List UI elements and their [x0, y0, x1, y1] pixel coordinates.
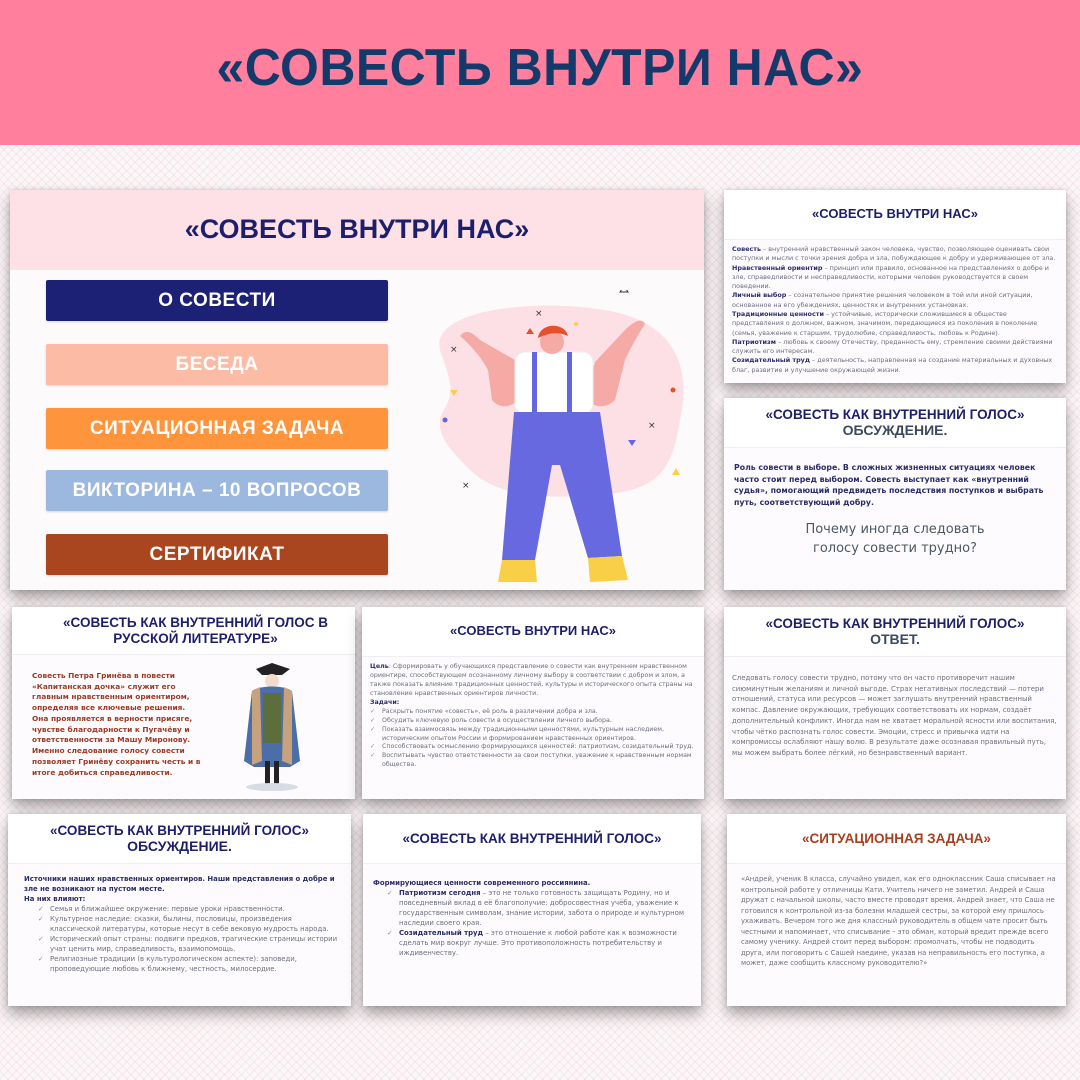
discussion-title-band	[724, 398, 1066, 448]
glossary-term: Совесть – внутренний нравственный закон человека, чувство, позволяющее оценивать свои поступки и мысли с точки зрения добра и зла, побуждающее к добру и удерживающее от зла.	[732, 245, 1056, 263]
glossary-title: «СОВЕСТЬ ВНУТРИ НАС»	[812, 206, 978, 222]
glossary-title-band	[724, 190, 1066, 240]
answer-title: «СОВЕСТЬ КАК ВНУТРЕННИЙ ГОЛОС»	[765, 615, 1025, 631]
literature-slide	[12, 607, 355, 799]
sources-subtitle: ОБСУЖДЕНИЕ.	[127, 838, 232, 855]
menu-button-sertifikat[interactable]: СЕРТИФИКАТ	[46, 534, 388, 575]
values-title: «СОВЕСТЬ КАК ВНУТРЕННИЙ ГОЛОС»	[402, 830, 662, 846]
answer-body	[724, 657, 1066, 799]
answer-text: Следовать голосу совести трудно, потому что он часто противоречит нашим сиюминутным желаниям и личной выгоде. Страх негативных последствий — потери отношений, статуса или ресурсов — может заглушать внутренний нравственный компас. Давление окружающих, требующих соответствовать их нормам, создаёт дополнительный конфликт. Иногда нам не хватает моральной ясности или воспитания, чтобы чётко распознать голос совести. Эмоции, стресс и привычка идти на компромиссы ослабляют нашу волю. В результате даже осознавая правильный путь, мы можем выбрать более лёгкий, но безнравственный вариант.	[732, 674, 1057, 757]
situation-title-band	[727, 814, 1066, 864]
source-item: ✓ Исторический опыт страны: подвиги предков, трагические страницы истории учат ценить мир, справедливость, взаимопомощь.	[38, 934, 341, 954]
glossary-term: Патриотизм – любовь к своему Отечеству, преданность ему, стремление своими действиями служить его интересам.	[732, 337, 1053, 356]
svg-text:×: ×	[648, 421, 656, 431]
menu-button-beseda[interactable]: БЕСЕДА	[46, 344, 388, 385]
discussion-slide	[724, 398, 1066, 590]
main-menu-slide	[10, 190, 704, 590]
values-list	[373, 888, 693, 958]
discussion-subtitle: ОБСУЖДЕНИЕ.	[842, 422, 948, 439]
svg-text:×: ×	[462, 481, 470, 491]
menu-button-situacionnaya-zadacha[interactable]: СИТУАЦИОННАЯ ЗАДАЧА	[46, 408, 388, 449]
literature-body	[12, 655, 355, 799]
literature-title: «СОВЕСТЬ КАК ВНУТРЕННИЙ ГОЛОС В РУССКОЙ ЛИТЕРАТУРЕ»	[63, 614, 328, 646]
glossary-term: Созидательный труд – деятельность, направленная на создание материальных и духовных благ, развитие и улучшение окружающей жизни.	[732, 356, 1053, 374]
answer-title-band	[724, 607, 1066, 657]
menu-button-o-sovesti[interactable]: О СОВЕСТИ	[46, 280, 388, 321]
task-item: ✓ Способствовать осмыслению формирующихся ценностей: патриотизм, созидательный труд.	[370, 743, 696, 752]
sources-intro: Источники наших нравственных ориентиров. Наши представления о добре и зле не возникают на пустом месте.	[24, 875, 335, 893]
goals-title-band	[362, 607, 704, 657]
glossary-slide	[724, 190, 1066, 383]
goals-title: «СОВЕСТЬ ВНУТРИ НАС»	[450, 623, 616, 639]
sources-title: «СОВЕСТЬ КАК ВНУТРЕННИЙ ГОЛОС»	[50, 822, 309, 838]
situation-body	[727, 864, 1066, 1006]
values-title-band	[363, 814, 701, 864]
goals-slide	[362, 607, 704, 799]
sources-influence-label: На них влияют:	[24, 895, 86, 903]
glossary-term: Личный выбор – сознательное принятие решения человеком в той или иной ситуации, основанное на его убеждениях, ценностях и внутренних установках.	[732, 291, 1033, 309]
values-body	[363, 864, 701, 1006]
source-item: ✓ Культурное наследие: сказки, былины, пословицы, произведения классической литературы, которые несут в себе вековую мудрость народа.	[38, 914, 341, 934]
main-slide-title: «СОВЕСТЬ ВНУТРИ НАС»	[184, 214, 530, 245]
sources-title-band	[8, 814, 351, 864]
menu-button-viktorina[interactable]: ВИКТОРИНА – 10 ВОПРОСОВ	[46, 470, 388, 511]
goal-paragraph: Цель: Сформировать у обучающихся представление о совести как внутреннем нравственном ориентире, способствующем осознанному личному выбору в соответствии с добром и злом, а также показать влияние традиционных ценностей, культуры и исторического опыта страны на становление нравственных ориентиров личности.	[370, 663, 693, 697]
literature-text: Совесть Петра Гринёва в повести «Капитанская дочка» служит его главным нравственным ориентиром, определяя все ключевые решения. Она проявляется в верности присяге, чувстве благодарности к Пугачёву и ответственности за Машу Миронову. Именно следование голосу совести позволяет Гринёву сохранить честь и в итоге добиться справедливости.	[32, 671, 201, 777]
discussion-text: Роль совести в выборе. В сложных жизненных ситуациях человек часто стоит перед выбором. Совесть выступает как «внутренний судья», помогающий предвидеть последствия поступков и выбрать путь, соответствующий добру.	[734, 463, 1044, 508]
glossary-term: Традиционные ценности – устойчивые, исторически сложившиеся в обществе представления о должном, важном, значимом, передающиеся из поколения в поколение (семья, уважение к старшим, трудолюбие, справедливость, любовь к Родине).	[732, 309, 1038, 337]
task-item: ✓ Воспитывать чувство ответственности за свои поступки, уважение к нравственным нормам общества.	[370, 752, 696, 770]
source-item: ✓ Семья и ближайшее окружение: первые уроки нравственности.	[38, 904, 341, 914]
value-item: ✓ Патриотизм сегодня – это не только готовность защищать Родину, но и повседневный вклад в её благополучие: добросовестная учёба, уважение к государственным символам, знание истории, забота о природе и культурном наследии своего края.	[387, 888, 693, 928]
task-item: ✓ Показать взаимосвязь между традиционными ценностями, культурным наследием, историческим опытом России и формированием нравственных ориентиров.	[370, 726, 696, 744]
glossary-term: Нравственный ориентир – принцип или правило, основанное на представлениях о добре и зле, справедливости и несправедливости, которыми человек руководствуется в своем поведении.	[732, 263, 1049, 291]
discussion-body	[724, 448, 1066, 590]
situation-text: «Андрей, ученик 8 класса, случайно увидел, как его одноклассник Саша списывает на контрольной работе у отличницы Кати. Учитель ничего не заметил. Андрей и Саша дружат с начальной школы, часто вместе проводят время. Андрей знает, что Саша не готовился к контрольной из-за болезни младшей сестры, за которой ему пришлось ухаживать. Вечером того же дня классный руководитель в общем чате просит быть честными и напоминает, что списывание – это обман, который вредит прежде всего самому ученику. Андрей стоит перед выбором: промолчать, чтобы не подводить друга, или поговорить с Сашей наедине, указав на неправильность его поступка, а может, даже сообщить классному руководителю?»	[741, 875, 1056, 968]
values-slide	[363, 814, 701, 1006]
tasks-list	[370, 708, 696, 771]
main-slide-title-band	[10, 190, 704, 270]
value-item: ✓ Созидательный труд – это отношение к любой работе как к возможности сделать мир вокруг лучше. Это противоположность потребительству и иждивенчеству.	[387, 928, 693, 958]
task-item: ✓ Раскрыть понятие «совесть», её роль в различении добра и зла.	[370, 708, 696, 717]
svg-text:×: ×	[535, 309, 543, 319]
discussion-title: «СОВЕСТЬ КАК ВНУТРЕННИЙ ГОЛОС»	[765, 406, 1025, 422]
shrugging-person-illustration	[410, 290, 700, 590]
situation-title: «СИТУАЦИОННАЯ ЗАДАЧА»	[802, 830, 991, 846]
situation-slide	[727, 814, 1066, 1006]
glossary-body	[724, 240, 1066, 383]
tasks-label: Задачи:	[370, 698, 400, 706]
literature-title-band	[12, 607, 355, 655]
page-title: «СОВЕСТЬ ВНУТРИ НАС»	[216, 38, 864, 97]
header-banner	[0, 0, 1080, 145]
goals-body	[362, 657, 704, 799]
sources-slide	[8, 814, 351, 1006]
discussion-question: Почему иногда следовать голосу совести трудно?	[805, 521, 985, 556]
answer-slide	[724, 607, 1066, 799]
sources-body	[8, 864, 351, 1006]
svg-text:×: ×	[450, 345, 458, 355]
answer-subtitle: ОТВЕТ.	[870, 631, 920, 648]
grinev-illustration	[234, 661, 310, 793]
values-intro: Формирующиеся ценности современного россиянина.	[373, 879, 591, 887]
source-item: ✓ Религиозные традиции (в культурологическом аспекте): заповеди, проповедующие любовь к ближнему, честность, милосердие.	[38, 954, 341, 974]
sources-list	[24, 904, 341, 974]
task-item: ✓ Обсудить ключевую роль совести в осуществлении личного выбора.	[370, 717, 696, 726]
